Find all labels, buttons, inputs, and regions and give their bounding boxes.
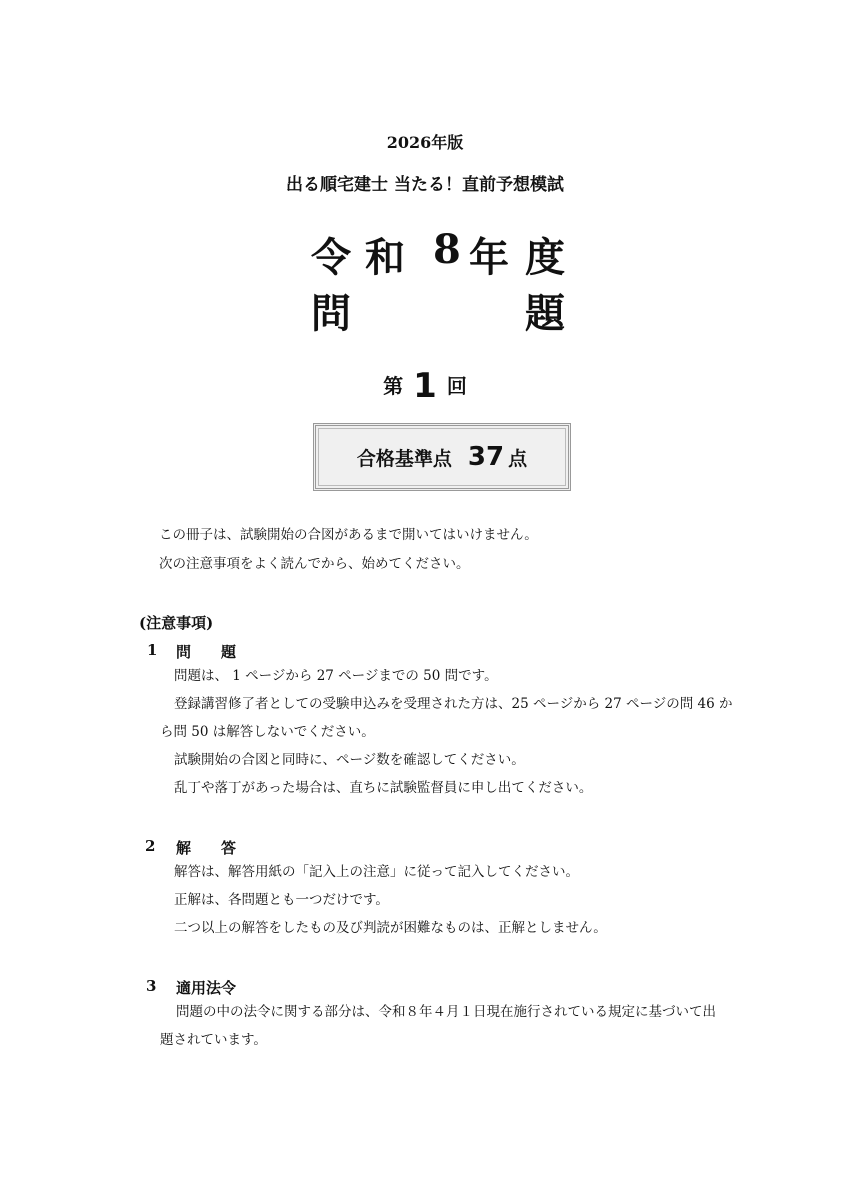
- section-title: 適用法令: [176, 979, 237, 997]
- section-number: 2: [145, 837, 156, 855]
- title-year: [311, 226, 571, 281]
- section-title: 解 答: [176, 839, 237, 857]
- section-line: 解答は、解答用紙の「記入上の注意」に従って記入してください。: [174, 864, 579, 880]
- pass-mark-label: 合格基準点: [356, 447, 452, 470]
- pass-mark-box: [313, 423, 571, 491]
- title-mondai: [311, 282, 571, 337]
- title-char: 年: [469, 234, 509, 281]
- section-line: 問題は、 1 ページから 27 ページまでの 50 問です。: [174, 668, 498, 684]
- section-number: 3: [146, 977, 157, 995]
- title-char: 題: [525, 290, 565, 337]
- title-char: 令: [311, 234, 351, 281]
- section-line: ら問 50 は解答しないでください。: [160, 724, 375, 740]
- intro-line: この冊子は、試験開始の合図があるまで開いてはいけません。: [159, 527, 538, 543]
- section-line: 正解は、各問題とも一つだけです。: [174, 892, 389, 908]
- intro-line: 次の注意事項をよく読んでから、始めてください。: [159, 556, 470, 572]
- section-line: 問題の中の法令に関する部分は、令和８年４月１日現在施行されている規定に基づいて出: [176, 1004, 716, 1020]
- edition-label: 2026年版: [386, 133, 464, 152]
- title-char: 和: [365, 234, 405, 281]
- title-char: 問: [311, 290, 351, 337]
- title-char: 度: [525, 234, 565, 281]
- notes-heading: (注意事項): [139, 614, 214, 632]
- title-char: 8: [433, 226, 461, 273]
- pass-mark-points: 37: [467, 442, 505, 472]
- section-line: 乱丁や落丁があった場合は、直ちに試験監督員に申し出てください。: [174, 780, 593, 796]
- round-number: 1: [413, 366, 437, 406]
- section-line: 題されています。: [160, 1032, 267, 1048]
- section-line: 試験開始の合図と同時に、ページ数を確認してください。: [174, 752, 525, 768]
- section-line: 二つ以上の解答をしたもの及び判読が困難なものは、正解としません。: [174, 920, 607, 936]
- section-line: 登録講習修了者としての受験申込みを受理された方は、25 ページから 27 ページの問 46 か: [174, 696, 733, 712]
- exam-subtitle: 出る順宅建士 当たる！直前予想模試: [286, 175, 564, 195]
- round-label: 第 1 回: [383, 366, 467, 406]
- section-number: 1: [147, 641, 158, 659]
- pass-mark-unit: 点: [508, 447, 528, 470]
- section-title: 問 題: [176, 643, 237, 661]
